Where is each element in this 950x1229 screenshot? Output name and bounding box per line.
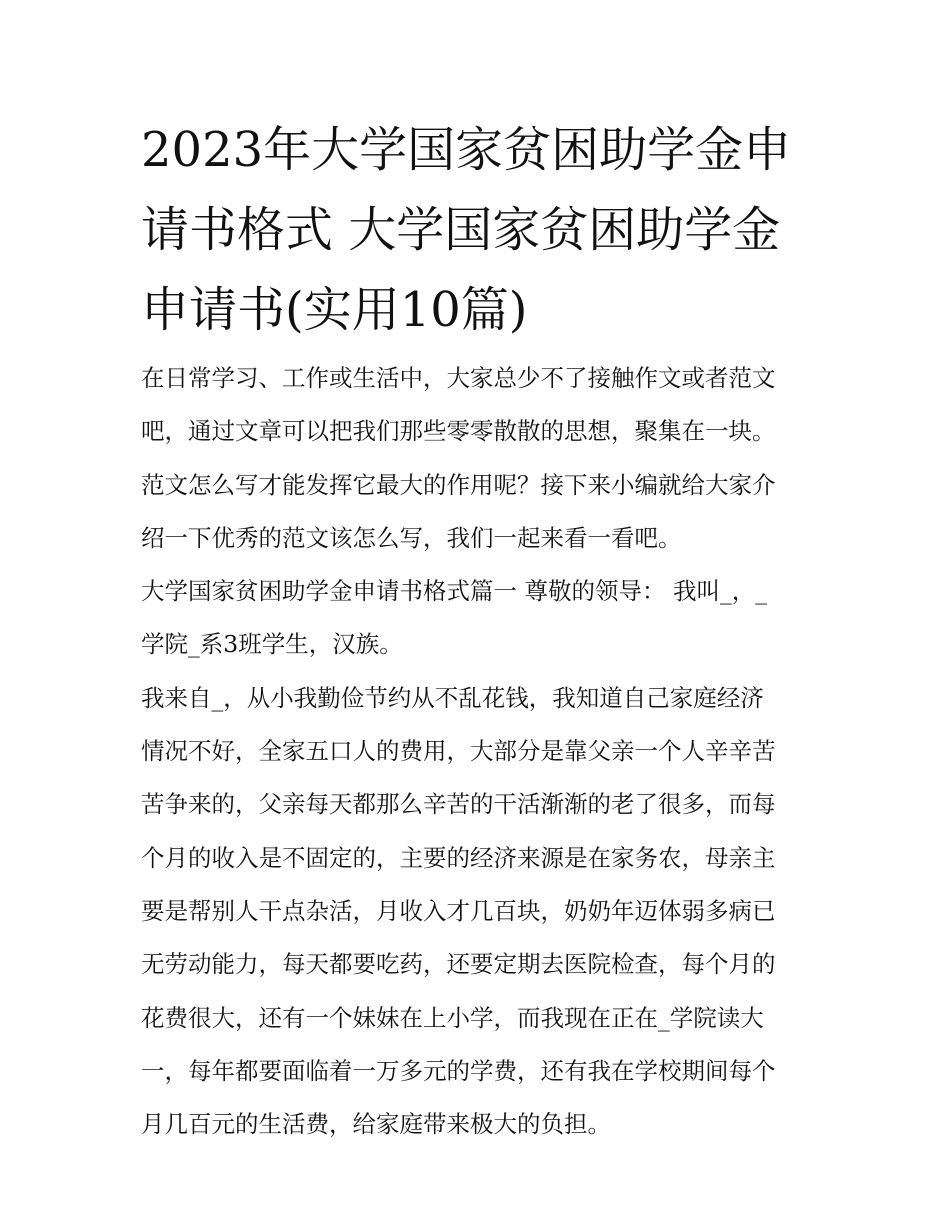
body-line: 月几百元的生活费，给家庭带来极大的负担。 bbox=[141, 1110, 611, 1139]
main-paragraph bbox=[141, 672, 821, 1152]
document-title bbox=[141, 110, 821, 350]
body-line: 花费很大，还有一个妹妹在上小学，而我现在正在_学院读大 bbox=[141, 1003, 764, 1032]
body-line: 范文怎么写才能发挥它最大的作用呢？接下来小编就给大家介 bbox=[141, 470, 776, 499]
body-line: 要是帮别人干点杂活，月收入才几百块，奶奶年迈体弱多病已 bbox=[141, 896, 776, 925]
body-line: 我来自_，从小我勤俭节约从不乱花钱，我知道自己家庭经济 bbox=[141, 683, 764, 712]
body-line: 个月的收入是不固定的，主要的经济来源是在家务农，母亲主 bbox=[141, 843, 776, 872]
body-line: 学院_系3班学生，汉族。 bbox=[141, 630, 403, 659]
body-line: 吧，通过文章可以把我们那些零零散散的思想，聚集在一块。 bbox=[141, 417, 776, 446]
body-line: 在日常学习、工作或生活中，大家总少不了接触作文或者范文 bbox=[141, 364, 776, 392]
body-line: 大学国家贫困助学金申请书格式篇一 尊敬的领导： 我叫_，_ bbox=[141, 577, 767, 606]
section-heading-paragraph bbox=[141, 565, 821, 672]
document-body bbox=[141, 352, 821, 1151]
title-line: 2023年大学国家贫困助学金申 bbox=[141, 122, 792, 178]
body-line: 无劳动能力，每天都要吃药，还要定期去医院检查，每个月的 bbox=[141, 950, 776, 979]
body-line: 苦争来的，父亲每天都那么辛苦的干活渐渐的老了很多，而每 bbox=[141, 790, 776, 819]
body-line: 绍一下优秀的范文该怎么写，我们一起来看一看吧。 bbox=[141, 523, 682, 552]
body-line: 情况不好，全家五口人的费用，大部分是靠父亲一个人辛辛苦 bbox=[141, 737, 776, 766]
intro-paragraph bbox=[141, 352, 821, 565]
body-line: 一，每年都要面临着一万多元的学费，还有我在学校期间每个 bbox=[141, 1056, 776, 1085]
title-line: 申请书(实用10篇) bbox=[141, 282, 528, 338]
title-line: 请书格式 大学国家贫困助学金 bbox=[141, 202, 781, 258]
